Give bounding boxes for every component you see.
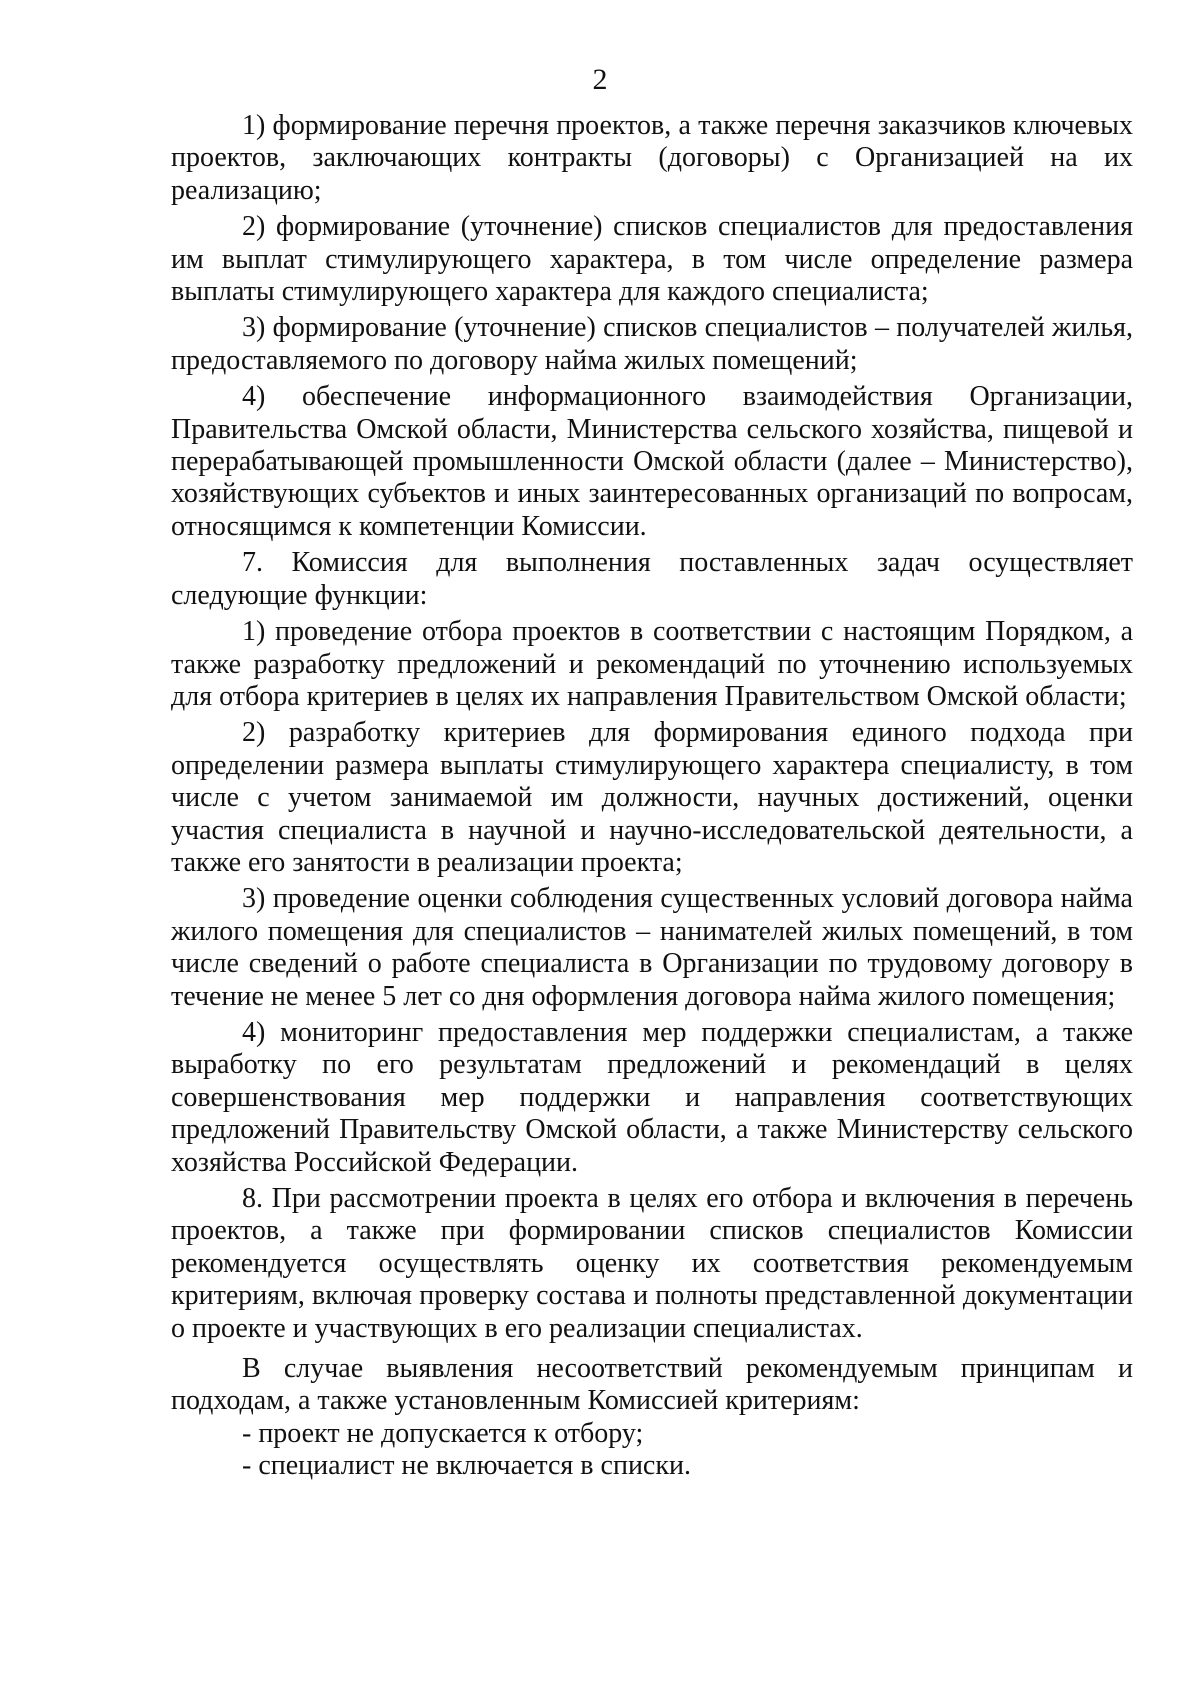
- paragraph-dash-item-2: - специалист не включается в списки.: [242, 1450, 691, 1482]
- paragraph-function-3: 3) проведение оценки соблюдения существенных условий договора найма жилого помещения для специалистов – нанимателей жилых помещений, в том числе сведений о работе специалиста в Организации по трудовому договору в течение не менее 5 лет со дня оформления договора найма жилого помещения;: [171, 883, 1133, 1012]
- paragraph-dash-item-1: - проект не допускается к отбору;: [242, 1417, 644, 1449]
- paragraph-function-1: 1) проведение отбора проектов в соответствии с настоящим Порядком, а также разработку предложений и рекомендаций по уточнению используемых для отбора критериев в целях их направления Правительством Омской области;: [171, 616, 1133, 712]
- paragraph-nonconformity: В случае выявления несоответствий рекомендуемым принципам и подходам, а также установленным Комиссией критериям:: [171, 1353, 1133, 1417]
- paragraph-list-item-4: 4) обеспечение информационного взаимодействия Организации, Правительства Омской области, Министерства сельского хозяйства, пищевой и перерабатывающей промышленности Омской области (далее – Министерство), хозяйствующих субъектов и иных заинтересованных организаций по вопросам, относящимся к компетенции Комиссии.: [171, 381, 1133, 542]
- paragraph-function-4: 4) мониторинг предоставления мер поддержки специалистам, а также выработку по его результатам предложений и рекомендаций в целях совершенствования мер поддержки и направления соответствующих предложений Правительству Омской области, а также Министерству сельского хозяйства Российской Федерации.: [171, 1016, 1133, 1178]
- paragraph-list-item-3: 3) формирование (уточнение) списков специалистов – получателей жилья, предоставляемого по договору найма жилых помещений;: [171, 312, 1133, 376]
- paragraph-section-8: 8. При рассмотрении проекта в целях его отбора и включения в перечень проектов, а также при формировании списков специалистов Комиссии рекомендуется осуществлять оценку их соответствия рекомендуемым критериям, включая проверку состава и полноты представленной документации о проекте и участвующих в его реализации специалистах.: [171, 1183, 1133, 1344]
- paragraph-section-7: 7. Комиссия для выполнения поставленных задач осуществляет следующие функции:: [171, 547, 1133, 611]
- paragraph-list-item-2: 2) формирование (уточнение) списков специалистов для предоставления им выплат стимулирующего характера, в том числе определение размера выплаты стимулирующего характера для каждого специалиста;: [171, 211, 1133, 308]
- paragraph-list-item-1: 1) формирование перечня проектов, а также перечня заказчиков ключевых проектов, заключающих контракты (договоры) с Организацией на их реализацию;: [171, 110, 1133, 206]
- document-body: [171, 110, 1133, 1483]
- page-number: 2: [592, 63, 608, 96]
- paragraph-function-2: 2) разработку критериев для формирования единого подхода при определении размера выплаты стимулирующего характера специалисту, в том числе с учетом занимаемой им должности, научных достижений, оценки участия специалиста в научной и научно-исследовательской деятельности, а также его занятости в реализации проекта;: [171, 717, 1133, 878]
